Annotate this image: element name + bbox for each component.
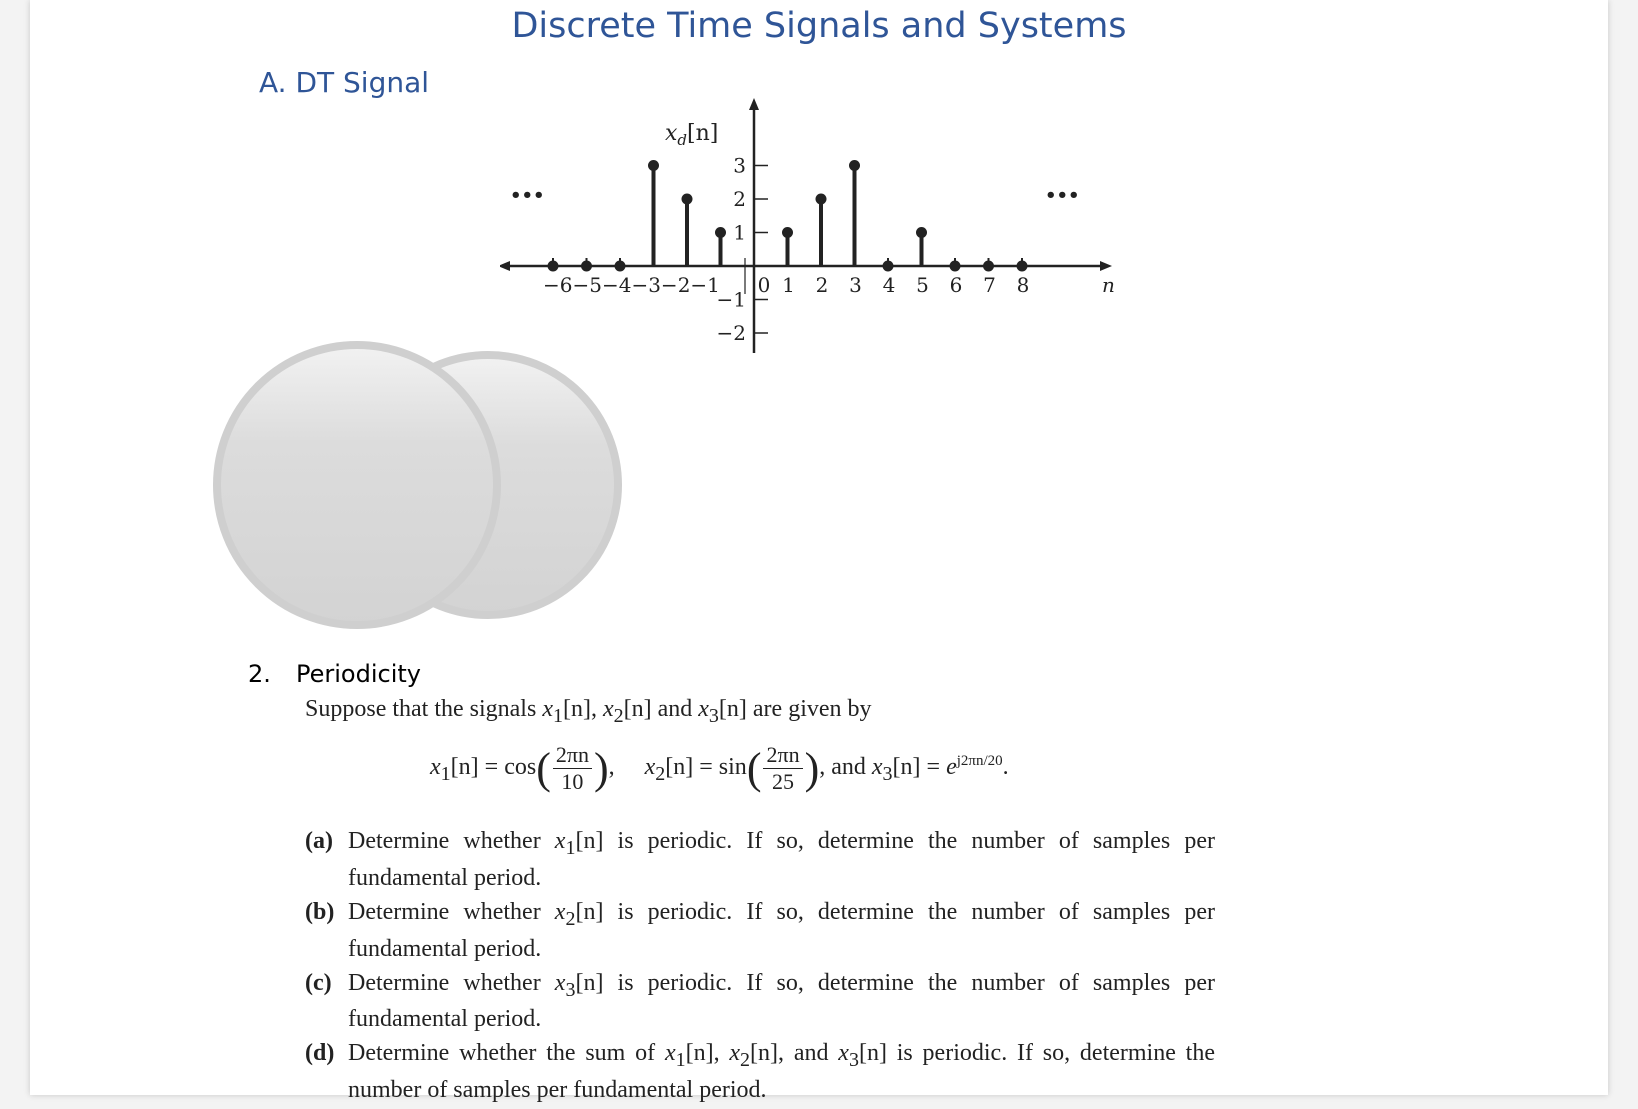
section-2-heading [248,660,421,688]
stem-marker [816,194,827,205]
y-tick-label: −2 [716,321,746,345]
section-2-title: Periodicity [296,660,421,688]
y-tick-label: 2 [733,187,746,211]
decorative-circles [205,330,735,660]
circle-left [217,345,497,625]
x-axis-arrow-left [500,261,510,271]
question-list [305,826,1215,1109]
x-tick-label: 7 [983,273,996,297]
stem-marker [648,160,659,171]
question-b: (b) Determine whether $x_2[n]$ is periodic. If so, determine the number of samples per fundamental period. [305,898,1215,962]
section-2-number: 2. [248,660,271,688]
section-2-intro: Suppose that the signals $x_1[n]$, $x_2[n]$ and $x_3[n]$ are given by [305,696,872,727]
stem-marker [782,227,793,238]
stem-plot [500,98,1120,358]
x-tick-label: 5 [916,273,929,297]
plot-axes [500,98,1112,353]
y-ticks [717,154,1030,346]
stem-marker [682,194,693,205]
stems [548,160,1028,272]
section-a-heading: A. DT Signal [259,66,430,99]
fraction-x2: $\frac{2\pi n}{25}$ [763,742,802,795]
x-tick-label: 1 [782,273,795,297]
y-tick-label: 1 [733,220,746,245]
x-axis-arrow [1100,261,1112,271]
ellipsis-left: ••• [510,185,545,206]
x-tick-label: 0 [757,273,771,297]
x-tick-label: 6 [949,273,963,297]
x-tick-labels-negative: −6−5−4−3−2−1 [543,273,720,297]
stem-marker [715,227,726,238]
y-tick-label: −1 [716,287,746,312]
y-axis-arrow [749,98,759,110]
ellipsis-right: ••• [1045,185,1080,206]
fraction-x1: $\frac{2\pi n}{10}$ [553,742,592,795]
y-axis-label: $x_d[n]$ [665,121,719,149]
question-a: (a) Determine whether $x_1[n]$ is periodic. If so, determine the number of samples per fundamental period. [305,828,1215,891]
y-tick-label: 3 [733,153,746,178]
stem-marker [849,160,860,171]
x-tick-label: 4 [882,273,896,297]
question-d: (d) Determine whether the sum of $x_1[n]$, $x_2[n]$, and $x_3[n]$ is periodic. If so, determine the number of samples per fundamental period. [305,1040,1216,1104]
x-axis-label: n [1102,273,1115,297]
stem-marker [916,227,927,238]
question-c: (c) Determine whether $x_3[n]$ is periodic. If so, determine the number of samples per fundamental period. [305,969,1215,1033]
page-title: Discrete Time Signals and Systems [511,6,1127,46]
signal-equations: $x_1[n] = \cos$( $\frac{2\pi n}{10}$ ), $x_2[n] = \sin$( $\frac{2\pi n}{25}$ ), and $x_3[n] = e^{j2\pi n/20}$. [430,742,1009,794]
x-tick-label: 3 [849,273,862,297]
x-tick-label: 2 [815,273,829,297]
x-tick-label: 8 [1016,273,1030,297]
circle-crop [205,632,735,660]
